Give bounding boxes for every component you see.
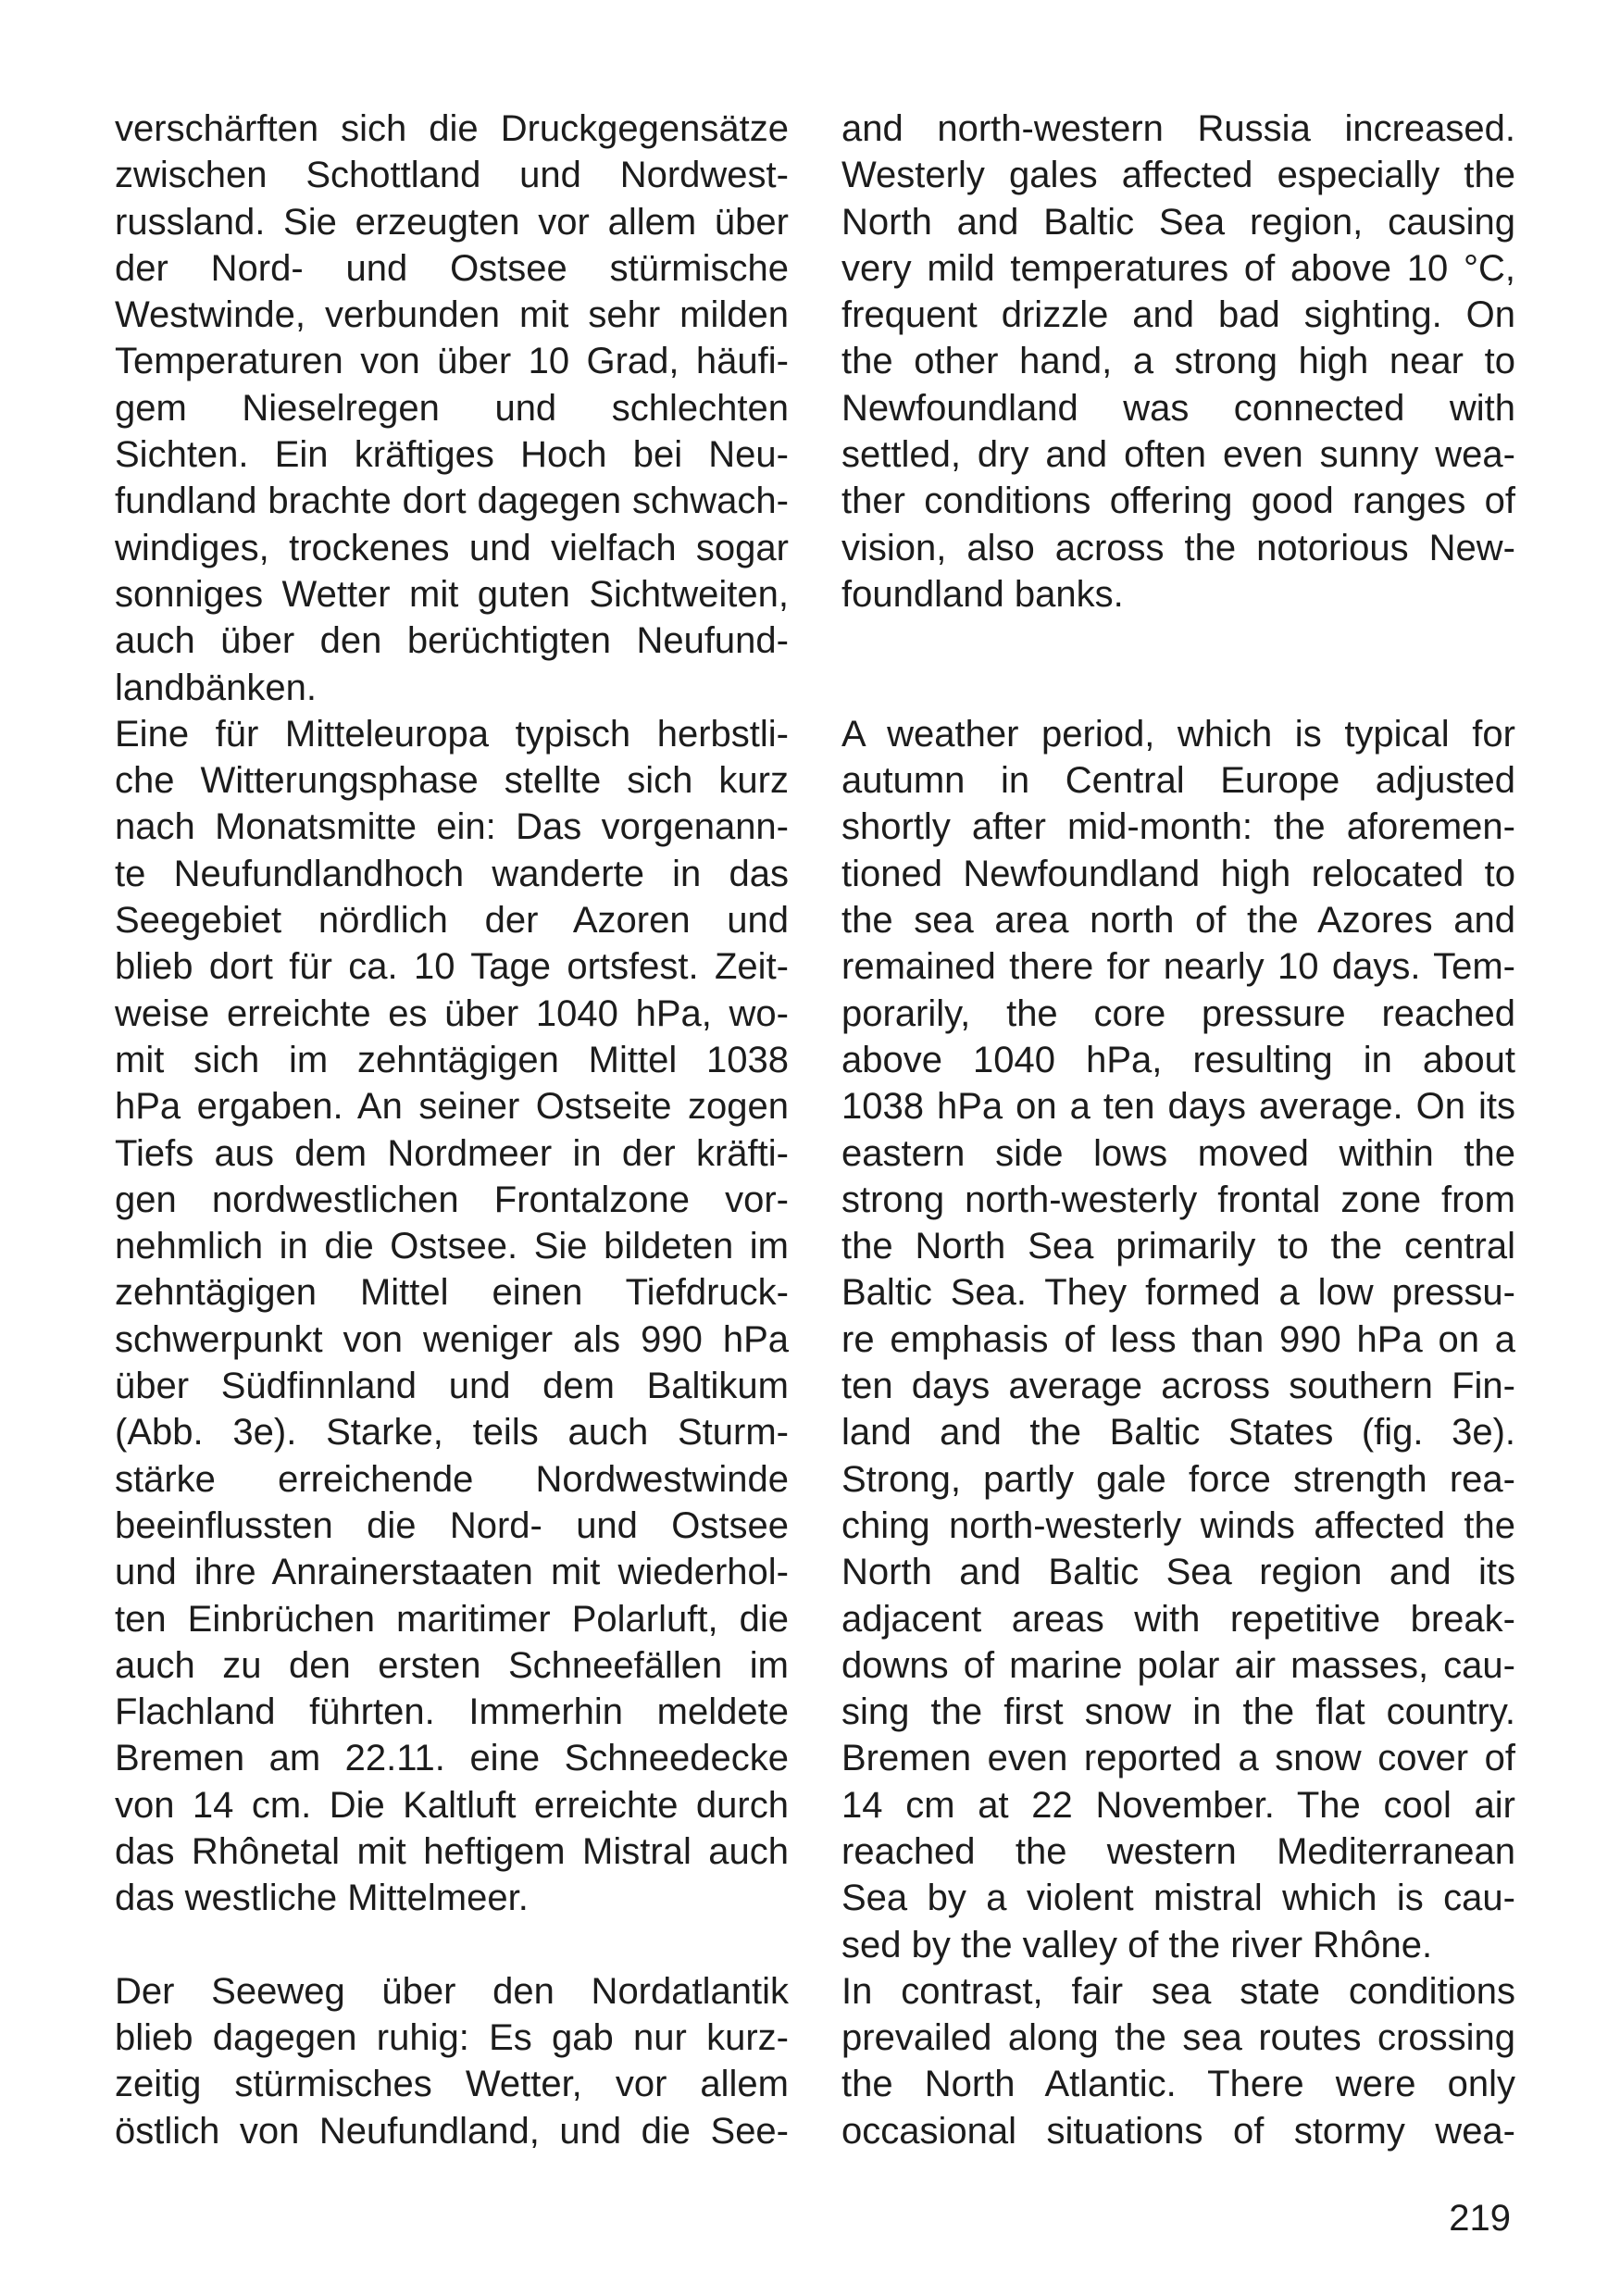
text-line: foundland banks. xyxy=(841,573,1124,615)
text-line: nach Monatsmitte ein: Das vorgenann- xyxy=(115,806,789,848)
text-line: land and the Baltic States (fig. 3e). xyxy=(841,1412,1515,1454)
text-line: te Neufundlandhoch wanderte in das xyxy=(115,853,789,894)
text-line: the North Atlantic. There were only xyxy=(841,2064,1515,2105)
text-line: das westliche Mittelmeer. xyxy=(115,1878,529,1919)
text-line: vision, also across the notorious New- xyxy=(841,527,1515,568)
text-line: and north-western Russia increased. xyxy=(841,108,1515,149)
text-line: Sichten. Ein kräftiges Hoch bei Neu- xyxy=(115,434,789,476)
text-line: prevailed along the sea routes crossing xyxy=(841,2017,1515,2059)
text-line: (Abb. 3e). Starke, teils auch Sturm- xyxy=(115,1412,789,1454)
english-text-column xyxy=(841,106,1515,2154)
text-line: sing the first snow in the flat country. xyxy=(841,1691,1515,1733)
text-line: nehmlich in die Ostsee. Sie bildeten im xyxy=(115,1226,789,1267)
text-line: strong north-westerly frontal zone from xyxy=(841,1179,1515,1220)
text-line: beeinflussten die Nord- und Ostsee xyxy=(115,1504,789,1546)
paragraph-spacer xyxy=(841,665,1515,711)
text-line: tioned Newfoundland high relocated to xyxy=(841,853,1515,894)
text-line: gen nordwestlichen Frontalzone vor- xyxy=(115,1179,789,1220)
text-line: Bremen even reported a snow cover of xyxy=(841,1738,1515,1779)
text-line: ten days average across southern Fin- xyxy=(841,1366,1515,1407)
text-line: östlich von Neufundland, und die See- xyxy=(115,2110,789,2152)
text-line: 1038 hPa on a ten days average. On its xyxy=(841,1086,1515,1128)
text-line: the North Sea primarily to the central xyxy=(841,1226,1515,1267)
text-line: stärke erreichende Nordwestwinde xyxy=(115,1458,789,1500)
text-line: zwischen Schottland und Nordwest- xyxy=(115,155,789,196)
text-line: sed by the valley of the river Rhône. xyxy=(841,1924,1433,1965)
text-line: downs of marine polar air masses, cau- xyxy=(841,1644,1515,1686)
text-line: settled, dry and often even sunny wea- xyxy=(841,434,1515,476)
text-line: das Rhônetal mit heftigem Mistral auch xyxy=(115,1830,789,1872)
text-line: eastern side lows moved within the xyxy=(841,1132,1515,1174)
text-line: A weather period, which is typical for xyxy=(841,713,1515,755)
text-line: Flachland führten. Immerhin meldete xyxy=(115,1691,789,1733)
text-line: Temperaturen von über 10 Grad, häufi- xyxy=(115,341,789,382)
text-line: schwerpunkt von weniger als 990 hPa xyxy=(115,1318,789,1360)
text-line: sonniges Wetter mit guten Sichtweiten, xyxy=(115,573,789,615)
text-line: landbänken. xyxy=(115,667,317,708)
text-line: Westerly gales affected especially the xyxy=(841,155,1515,196)
text-line: Baltic Sea. They formed a low pressu- xyxy=(841,1272,1515,1314)
text-line: autumn in Central Europe adjusted xyxy=(841,760,1515,802)
text-line: very mild temperatures of above 10 °C, xyxy=(841,247,1515,289)
text-line: occasional situations of stormy wea- xyxy=(841,2110,1515,2152)
paragraph-spacer xyxy=(841,618,1515,664)
paragraph-spacer xyxy=(115,1922,789,1968)
text-line: ther conditions offering good ranges of xyxy=(841,480,1515,522)
text-line: fundland brachte dort dagegen schwach- xyxy=(115,480,789,522)
text-line: Westwinde, verbunden mit sehr milden xyxy=(115,294,789,336)
text-line: zeitig stürmisches Wetter, vor allem xyxy=(115,2064,789,2105)
text-line: hPa ergaben. An seiner Ostseite zogen xyxy=(115,1086,789,1128)
text-line: auch über den berüchtigten Neufund- xyxy=(115,620,789,662)
text-line: russland. Sie erzeugten vor allem über xyxy=(115,201,789,243)
text-line: der Nord- und Ostsee stürmische xyxy=(115,247,789,289)
text-line: Tiefs aus dem Nordmeer in der kräfti- xyxy=(115,1132,789,1174)
text-line: Strong, partly gale force strength rea- xyxy=(841,1458,1515,1500)
text-line: ching north-westerly winds affected the xyxy=(841,1504,1515,1546)
text-line: und ihre Anrainerstaaten mit wiederhol- xyxy=(115,1552,789,1593)
text-line: Eine für Mitteleuropa typisch herbstli- xyxy=(115,713,789,755)
text-line: Newfoundland was connected with xyxy=(841,387,1515,429)
text-line: re emphasis of less than 990 hPa on a xyxy=(841,1318,1515,1360)
text-line: zehntägigen Mittel einen Tiefdruck- xyxy=(115,1272,789,1314)
text-line: windiges, trockenes und vielfach sogar xyxy=(115,527,789,568)
text-line: Der Seeweg über den Nordatlantik xyxy=(115,1970,789,2012)
text-line: Seegebiet nördlich der Azoren und xyxy=(115,900,789,942)
page-number: 219 xyxy=(1449,2198,1511,2239)
text-line: the sea area north of the Azores and xyxy=(841,900,1515,942)
text-line: the other hand, a strong high near to xyxy=(841,341,1515,382)
text-line: In contrast, fair sea state conditions xyxy=(841,1970,1515,2012)
text-line: North and Baltic Sea region, causing xyxy=(841,201,1515,243)
text-line: mit sich im zehntägigen Mittel 1038 xyxy=(115,1039,789,1080)
text-line: 14 cm at 22 November. The cool air xyxy=(841,1784,1515,1826)
text-line: von 14 cm. Die Kaltluft erreichte durch xyxy=(115,1784,789,1826)
text-line: über Südfinnland und dem Baltikum xyxy=(115,1366,789,1407)
text-line: blieb dort für ca. 10 Tage ortsfest. Zeit- xyxy=(115,946,789,988)
text-line: Bremen am 22.11. eine Schneedecke xyxy=(115,1738,789,1779)
text-line: che Witterungsphase stellte sich kurz xyxy=(115,760,789,802)
text-line: auch zu den ersten Schneefällen im xyxy=(115,1644,789,1686)
text-line: gem Nieselregen und schlechten xyxy=(115,387,789,429)
text-line: porarily, the core pressure reached xyxy=(841,992,1515,1034)
text-line: reached the western Mediterranean xyxy=(841,1830,1515,1872)
text-line: weise erreichte es über 1040 hPa, wo- xyxy=(115,992,789,1034)
text-line: ten Einbrüchen maritimer Polarluft, die xyxy=(115,1598,789,1640)
text-line: shortly after mid-month: the aforemen- xyxy=(841,806,1515,848)
text-line: verschärften sich die Druckgegensätze xyxy=(115,108,789,149)
german-text-column xyxy=(115,106,789,2154)
text-line: remained there for nearly 10 days. Tem- xyxy=(841,946,1515,988)
text-line: frequent drizzle and bad sighting. On xyxy=(841,294,1515,336)
text-line: Sea by a violent mistral which is cau- xyxy=(841,1878,1515,1919)
text-line: above 1040 hPa, resulting in about xyxy=(841,1039,1515,1080)
text-line: blieb dagegen ruhig: Es gab nur kurz- xyxy=(115,2017,789,2059)
text-line: North and Baltic Sea region and its xyxy=(841,1552,1515,1593)
text-line: adjacent areas with repetitive break- xyxy=(841,1598,1515,1640)
